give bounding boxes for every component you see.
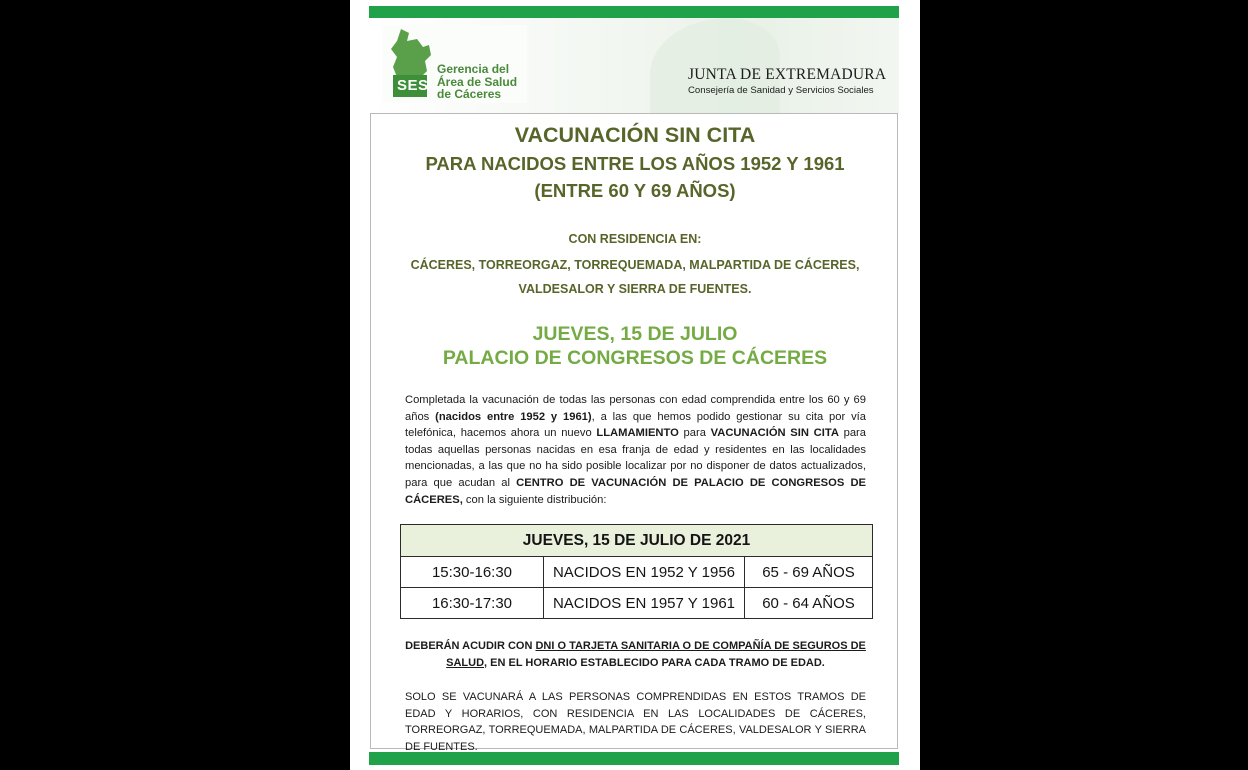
title-line-3: (ENTRE 60 Y 69 AÑOS)	[534, 180, 736, 201]
schedule-time: 16:30-17:30	[401, 588, 544, 619]
schedule-header: JUEVES, 15 DE JULIO DE 2021	[401, 525, 873, 557]
body-text-1: Completada la vacunación de todas las personas con edad comprendida entre los 60 y 69 años	[405, 394, 866, 423]
junta-subtitle: Consejería de Sanidad y Servicios Sociales	[688, 85, 874, 96]
gerencia-line-3: de Cáceres	[437, 87, 502, 101]
residence-line-2: VALDESALOR Y SIERRA DE FUENTES.	[518, 282, 752, 296]
junta-name: JUNTA DE EXTREMADURA	[688, 66, 887, 83]
schedule-ages: 65 - 69 AÑOS	[745, 557, 873, 588]
gerencia-line-2: Área de Salud	[437, 74, 518, 89]
body-bold-2: LLAMAMIENTO	[596, 427, 679, 440]
body-text-4: para todas aquellas personas nacidas en esa franja de edad y residentes en las localidades mencionadas, a las que no ha sido posible localizar por no disponer de datos actualizados, para que acudan al	[405, 427, 867, 489]
body-text-5: con la siguiente distribución:	[462, 493, 607, 506]
schedule-table	[400, 524, 873, 619]
eligibility-note: SOLO SE VACUNARÁ A LAS PERSONAS COMPRENDIDAS EN ESTOS TRAMOS DE EDAD Y HORARIOS, CON RESIDENCIA EN LAS LOCALIDADES DE CÁCERES, TORREORGAZ, TORREQUEMADA, MALPARTIDA DE CÁCERES, VALDESALOR Y SIERRA DE FUENTES.	[405, 691, 866, 753]
flyer-page	[350, 0, 920, 770]
junta-logo	[688, 66, 886, 96]
body-text-3: para	[678, 427, 711, 440]
bottom-green-bar	[369, 752, 899, 765]
body-paragraph	[405, 392, 866, 508]
note1-text-b: , EN EL HORARIO ESTABLECIDO PARA CADA TRAMO DE EDAD.	[484, 656, 825, 669]
gerencia-line-1: Gerencia del	[437, 62, 510, 76]
schedule-group: NACIDOS EN 1957 Y 1961	[544, 588, 745, 619]
note1-underlined: DNI O TARJETA SANITARIA O DE COMPAÑÍA DE SEGUROS DE SALUD	[446, 640, 866, 669]
ses-logo	[383, 25, 527, 103]
title-line-1: VACUNACIÓN SIN CITA	[514, 123, 756, 147]
event-date: JUEVES, 15 DE JULIO	[532, 323, 738, 345]
body-bold-4: CENTRO DE VACUNACIÓN DE PALACIO DE CONGRESOS DE CÁCERES,	[405, 476, 866, 506]
top-green-bar	[369, 6, 899, 18]
event-place: PALACIO DE CONGRESOS DE CÁCERES	[442, 347, 828, 369]
body-text-2: , a las que hemos podido gestionar su cita por vía telefónica, hacemos ahora un nuevo	[405, 410, 867, 440]
schedule-group: NACIDOS EN 1952 Y 1956	[544, 557, 745, 588]
schedule-ages: 60 - 64 AÑOS	[745, 588, 873, 619]
table-row	[401, 588, 873, 619]
title-line-2: PARA NACIDOS ENTRE LOS AÑOS 1952 Y 1961	[425, 153, 845, 174]
schedule-header-row	[401, 525, 873, 557]
body-bold-1: (nacidos entre 1952 y 1961)	[435, 410, 592, 423]
ses-label: SES	[397, 77, 429, 94]
body-bold-3: VACUNACIÓN SIN CITA	[710, 427, 839, 440]
id-requirement-note	[405, 638, 866, 671]
note1-text-a: DEBERÁN ACUDIR CON	[405, 640, 536, 652]
gerencia-text	[437, 63, 517, 101]
residence-line-1: CÁCERES, TORREORGAZ, TORREQUEMADA, MALPARTIDA DE CÁCERES,	[410, 258, 860, 272]
schedule-time: 15:30-16:30	[401, 557, 544, 588]
table-row	[401, 557, 873, 588]
residence-heading: CON RESIDENCIA EN:	[568, 232, 702, 246]
